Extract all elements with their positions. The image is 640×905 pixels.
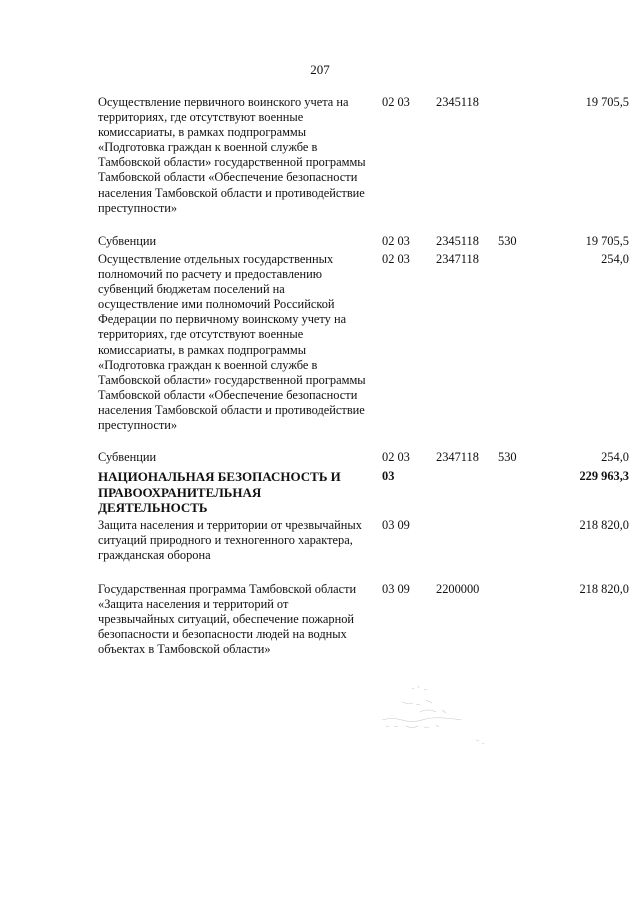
row-amount: 218 820,0 <box>579 518 629 532</box>
row-amount: 19 705,5 <box>585 95 629 109</box>
row-section-code: 03 09 <box>382 582 410 596</box>
row-description: Защита населения и территории от чрезвычайных ситуаций природного и техногенного характера, гражданская оборона <box>98 518 362 563</box>
row-section-code: 02 03 <box>382 252 410 266</box>
row-section-code: 03 09 <box>382 518 410 532</box>
row-description: Осуществление отдельных государственных полномочий по расчету и предоставлению субвенций бюджетам поселений на осуществление ими полномочий Российской Федерации по первичному воинскому учету на территориях, где отсутствуют военные комиссариаты, в рамках подпрограммы «Подготовка граждан к военной службе в Тамбовской области» государственной программы Тамбовской области «Обеспечение безопасности населения Тамбовской области и противодействие преступности» <box>98 252 366 433</box>
row-amount: 254,0 <box>601 252 629 266</box>
row-section-code: 02 03 <box>382 450 410 464</box>
row-section-code: 02 03 <box>382 95 410 109</box>
page-number: 207 <box>310 62 330 77</box>
row-amount: 229 963,3 <box>579 469 629 483</box>
row-target-code: 2345118 <box>436 95 479 109</box>
row-description: Субвенции <box>98 234 157 248</box>
row-target-code: 2345118 <box>436 234 479 248</box>
row-section-code: 02 03 <box>382 234 410 248</box>
row-target-code: 2347118 <box>436 252 479 266</box>
stamp-mark <box>372 680 502 760</box>
section-heading: НАЦИОНАЛЬНАЯ БЕЗОПАСНОСТЬ И ПРАВООХРАНИТЕЛЬНАЯ ДЕЯТЕЛЬНОСТЬ <box>98 469 341 515</box>
row-amount: 19 705,5 <box>585 234 629 248</box>
row-target-code: 2200000 <box>436 582 480 596</box>
row-target-code: 2347118 <box>436 450 479 464</box>
row-expense-kind: 530 <box>498 450 517 464</box>
row-description: Осуществление первичного воинского учета на территориях, где отсутствуют военные комиссариаты, в рамках подпрограммы «Подготовка граждан к военной службе в Тамбовской области» государственной программы Тамбовской области «Обеспечение безопасности населения Тамбовской области и противодействие преступности» <box>98 95 366 215</box>
row-amount: 218 820,0 <box>579 582 629 596</box>
row-amount: 254,0 <box>601 450 629 464</box>
row-description: Субвенции <box>98 450 157 464</box>
row-expense-kind: 530 <box>498 234 517 248</box>
row-section-code: 03 <box>382 469 395 483</box>
row-description: Государственная программа Тамбовской области «Защита населения и территорий от чрезвычайных ситуаций, обеспечение пожарной безопасности и безопасности людей на водных объектах в Тамбовской области» <box>98 582 357 657</box>
